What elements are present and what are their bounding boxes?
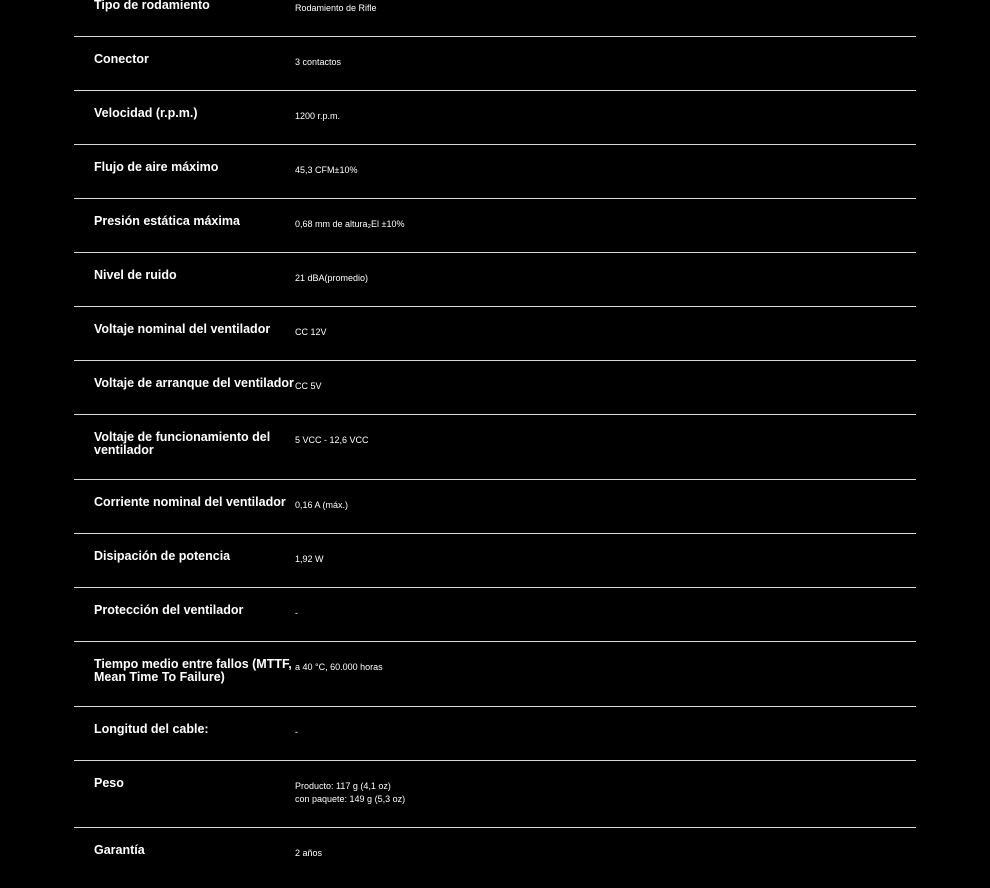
spec-label: Voltaje de funcionamiento del ventilador	[94, 430, 271, 457]
spec-value-line: Producto: 117 g (4,1 oz)	[295, 781, 391, 791]
spec-row-warranty	[74, 828, 916, 888]
spec-row-power-dissipation	[74, 534, 916, 588]
spec-value	[295, 726, 795, 739]
spec-value-line: 5 VCC - 12,6 VCC	[295, 435, 369, 445]
spec-label: Tipo de rodamiento	[94, 0, 210, 12]
spec-value	[295, 56, 795, 69]
spec-row-fan-protection	[74, 588, 916, 642]
spec-value	[295, 218, 795, 231]
spec-label: Presión estática máxima	[94, 214, 240, 228]
spec-value	[295, 499, 795, 512]
spec-row-operating-voltage	[74, 415, 916, 480]
spec-value	[295, 2, 795, 15]
spec-value-line: -	[295, 727, 298, 737]
spec-label: Protección del ventilador	[94, 603, 244, 617]
spec-value	[295, 553, 795, 566]
spec-table	[74, 0, 916, 888]
spec-row-airflow	[74, 145, 916, 199]
spec-value	[295, 607, 795, 620]
spec-value	[295, 780, 795, 806]
spec-value-line: CC 12V	[295, 327, 327, 337]
spec-value	[295, 326, 795, 339]
spec-row-mttf	[74, 642, 916, 707]
spec-label: Voltaje de arranque del ventilador	[94, 376, 294, 390]
spec-label: Disipación de potencia	[94, 549, 231, 563]
spec-row-bearing-type	[74, 0, 916, 37]
spec-value	[295, 110, 795, 123]
spec-row-starting-voltage	[74, 361, 916, 415]
spec-label: Velocidad (r.p.m.)	[94, 106, 198, 120]
spec-value-line: Rodamiento de Rifle	[295, 3, 377, 13]
spec-label: Flujo de aire máximo	[94, 160, 219, 174]
spec-label: Voltaje nominal del ventilador	[94, 322, 271, 336]
spec-value-line: 21 dBA(promedio)	[295, 273, 369, 283]
spec-row-speed	[74, 91, 916, 145]
spec-row-rated-voltage	[74, 307, 916, 361]
spec-label: Conector	[94, 52, 149, 66]
spec-value	[295, 380, 795, 393]
spec-row-noise-level	[74, 253, 916, 307]
spec-value-line: 1,92 W	[295, 554, 324, 564]
spec-value-line: 0,68 mm de altura₂El ±10%	[295, 219, 405, 229]
spec-value	[295, 272, 795, 285]
spec-row-rated-current	[74, 480, 916, 534]
spec-value-line: 3 contactos	[295, 57, 342, 67]
spec-label: Tiempo medio entre fallos (MTTF, Mean Time To Failure)	[94, 657, 292, 684]
spec-value	[295, 847, 795, 860]
spec-row-connector	[74, 37, 916, 91]
spec-row-static-pressure	[74, 199, 916, 253]
spec-value-line: 2 años	[295, 848, 323, 858]
spec-value-line: CC 5V	[295, 381, 322, 391]
spec-label: Corriente nominal del ventilador	[94, 495, 286, 509]
spec-value-line: 0,16 A (máx.)	[295, 500, 349, 510]
spec-label: Longitud del cable:	[94, 722, 209, 736]
spec-value-line: 1200 r.p.m.	[295, 111, 341, 121]
spec-value	[295, 164, 795, 177]
spec-value-line: a 40 °C, 60.000 horas	[295, 662, 383, 672]
spec-value-line: 45,3 CFM±10%	[295, 165, 358, 175]
spec-value-line: -	[295, 608, 298, 618]
spec-value	[295, 434, 795, 447]
spec-value-line: con paquete: 149 g (5,3 oz)	[295, 794, 406, 804]
spec-label: Peso	[94, 776, 124, 790]
spec-label: Nivel de ruido	[94, 268, 177, 282]
spec-row-weight	[74, 761, 916, 828]
spec-value	[295, 661, 795, 674]
spec-label: Garantía	[94, 843, 145, 857]
spec-row-cable-length	[74, 707, 916, 761]
